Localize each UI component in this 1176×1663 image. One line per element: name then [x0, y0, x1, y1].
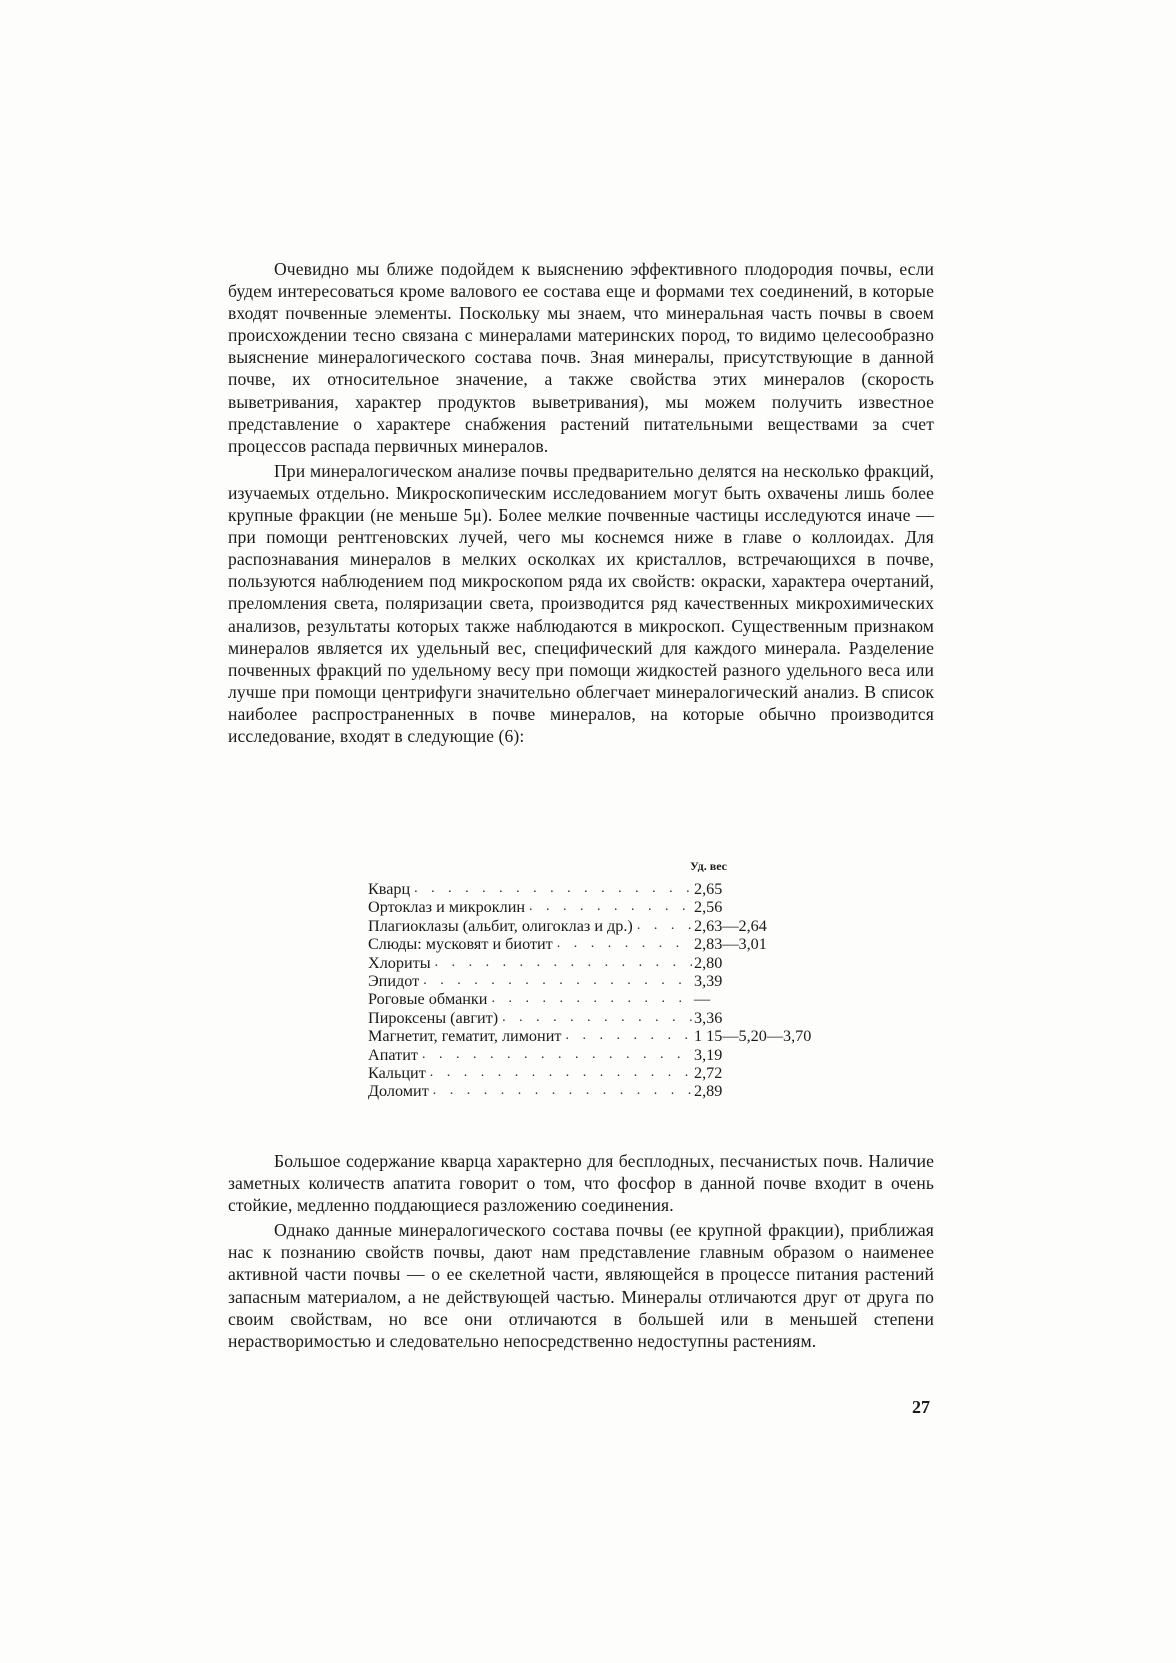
table-row [368, 1009, 838, 1027]
row-label-area [368, 1082, 692, 1100]
row-label-area [368, 954, 692, 972]
dot-leader [433, 1082, 692, 1100]
row-label-area [368, 1027, 692, 1045]
dot-leader [502, 1009, 692, 1027]
dot-leader [435, 954, 692, 972]
mineral-name: Ортоклаз и микроклин [368, 898, 526, 917]
paragraph-1: Очевидно мы ближе подойдем к выяснению эффективного плодородия почвы, если будем интересоваться кроме валового ее состава еще и формами тех соединений, в которые входят почвенные элементы. Поскольку мы знаем, что минеральная часть почвы в своем происхождении тесно связана с минералами материнских пород, то видимо целесообразно выяснение минералогического состава почв. Зная минералы, присутствующие в данной почве, их относительное значение, а также свойства этих минералов (скорость выветривания, характер продуктов выветривания), мы можем получить известное представление о характере снабжения растений питательными веществами за счет процессов распада первичных минералов. [228, 259, 934, 456]
row-label-area [368, 898, 692, 916]
table-row [368, 1027, 838, 1045]
mineral-name: Пироксены (авгит) [368, 1008, 499, 1027]
table-row [368, 1082, 838, 1100]
table-row [368, 898, 838, 916]
text-block-top [228, 258, 934, 747]
dot-leader [637, 917, 692, 935]
specific-gravity-value: 2,89 [694, 1082, 723, 1101]
table-row [368, 972, 838, 990]
dot-leader [491, 990, 692, 1008]
table-header: Уд. вес [690, 859, 728, 873]
specific-gravity-value: 2,80 [694, 953, 723, 972]
specific-gravity-value: 3,19 [694, 1045, 723, 1064]
specific-gravity-value: 2,63—2,64 [694, 916, 767, 935]
mineral-name: Кальцит [368, 1063, 426, 1082]
row-label-area [368, 917, 692, 935]
mineral-name: Слюды: мусковят и биотит [368, 935, 553, 954]
row-label-area [368, 972, 692, 990]
paragraph-3: Большое содержание кварца характерно для бесплодных, песчанистых почв. Наличие заметных количеств апатита говорит о том, что фосфор в данной почве входит в очень стойкие, медленно поддающиеся разложению соединения. [228, 1151, 934, 1216]
table-row [368, 880, 838, 898]
table-row [368, 935, 838, 953]
table-rows [368, 880, 838, 1101]
table-row [368, 1064, 838, 1082]
paragraph-4: Однако данные минералогического состава почвы (ее крупной фракции), приближая нас к познанию свойств почвы, дают нам представление главным образом о наименее активной части почвы — о ее скелетной части, являющейся в процессе питания растений запасным материалом, а не действующей частью. Минералы отличаются друг от друга по своим свойствам, но все они отличаются в большей или в меньшей степени нерастворимостью и следовательно непосредственно недоступны растениям. [228, 1220, 934, 1351]
specific-gravity-value: 3,36 [694, 1008, 723, 1027]
specific-gravity-value: 2,65 [694, 880, 723, 898]
dot-leader [565, 1027, 692, 1045]
row-label-area [368, 990, 692, 1008]
mineral-table [368, 859, 838, 1101]
dot-leader [414, 880, 692, 898]
specific-gravity-value: 2,56 [694, 898, 723, 917]
mineral-name: Роговые обманки [368, 990, 488, 1009]
page-number: 27 [912, 1397, 930, 1417]
row-label-area [368, 1046, 692, 1064]
row-label-area [368, 1009, 692, 1027]
dot-leader [423, 972, 692, 990]
row-label-area [368, 935, 692, 953]
specific-gravity-value: 3,39 [694, 971, 723, 990]
specific-gravity-value: — [694, 990, 711, 1009]
specific-gravity-value: 2,72 [694, 1063, 723, 1082]
table-row [368, 1046, 838, 1064]
dot-leader [557, 935, 692, 953]
specific-gravity-value: 1 15—5,20—3,70 [694, 1027, 812, 1046]
mineral-name: Хлориты [368, 953, 431, 972]
text-block-bottom [228, 1150, 934, 1352]
table-row [368, 917, 838, 935]
row-label-area [368, 1064, 692, 1082]
mineral-name: Кварц [368, 880, 411, 898]
mineral-name: Апатит [368, 1045, 418, 1064]
specific-gravity-value: 2,83—3,01 [694, 935, 767, 954]
dot-leader [422, 1046, 692, 1064]
paragraph-2: При минералогическом анализе почвы предварительно делятся на несколько фракций, изучаемых отдельно. Микроскопическим исследованием могут быть охвачены лишь более крупные фракции (не меньше 5μ). Более мелкие почвенные частицы исследуются иначе — при помощи рентгеновских лучей, чего мы коснемся ниже в главе о коллоидах. Для распознавания минералов в мелких осколках их кристаллов, встречающихся в почве, пользуются наблюдением под микроскопом ряда их свойств: окраски, характера очертаний, преломления света, поляризации света, производится ряд качественных микрохимических анализов, результаты которых также наблюдаются в микроскоп. Существенным признаком минералов является их удельный вес, специфический для каждого минерала. Разделение почвенных фракций по удельному весу при помощи жидкостей разного удельного веса или лучше при помощи центрифуги значительно облегчает минералогический анализ. В список наиболее распространенных в почве минералов, на которые обычно производится исследование, входят в следующие (6): [228, 460, 934, 746]
mineral-name: Магнетит, гематит, лимонит [368, 1027, 562, 1046]
mineral-name: Эпидот [368, 971, 420, 990]
row-label-area [368, 880, 692, 898]
mineral-name: Плагиоклазы (альбит, олигоклаз и др.) [368, 916, 633, 935]
table-row [368, 954, 838, 972]
table-row [368, 990, 838, 1008]
dot-leader [529, 898, 692, 916]
dot-leader [430, 1064, 692, 1082]
mineral-name: Доломит [368, 1082, 429, 1101]
